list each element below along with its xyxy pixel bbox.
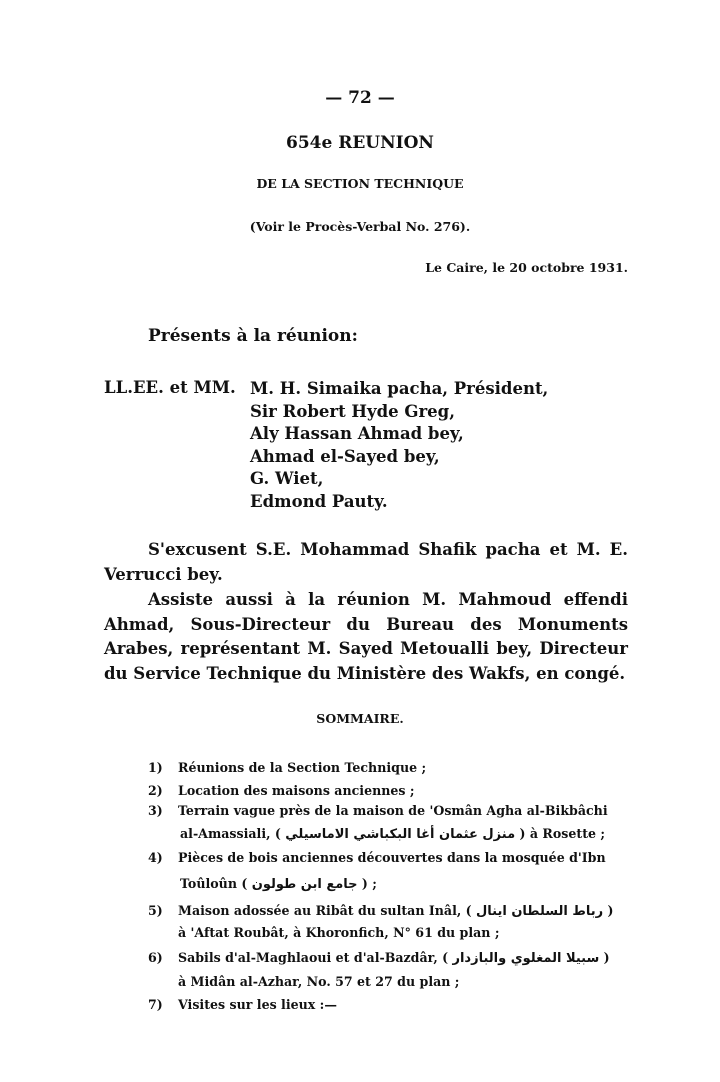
meeting-title: 654e REUNION bbox=[286, 133, 434, 153]
present-heading: Présents à la réunion: bbox=[148, 326, 358, 346]
item-number: 7) bbox=[148, 997, 163, 1012]
item-text: Réunions de la Section Technique ; bbox=[178, 760, 427, 775]
item-number: 2) bbox=[148, 783, 163, 798]
item-number: 5) bbox=[148, 903, 163, 918]
sommaire-heading: SOMMAIRE. bbox=[316, 711, 404, 726]
item-number: 6) bbox=[148, 950, 163, 965]
meeting-subtitle: DE LA SECTION TECHNIQUE bbox=[256, 176, 464, 191]
page-number: — 72 — bbox=[325, 88, 395, 108]
item-text: Pièces de bois anciennes découvertes dans la mosquée d'Ibn bbox=[178, 850, 606, 865]
item-text: Visites sur les lieux :— bbox=[178, 997, 337, 1012]
members-list bbox=[250, 378, 548, 513]
members-label: LL.EE. et MM. bbox=[104, 378, 236, 397]
item-text: Terrain vague près de la maison de 'Osmân Agha al-Bikbâchi bbox=[178, 803, 608, 818]
member-item: Sir Robert Hyde Greg, bbox=[250, 401, 455, 421]
item-text: Location des maisons anciennes ; bbox=[178, 783, 415, 798]
item-text: Toûloûn ( جامع ابن طولون ) ; bbox=[180, 876, 377, 892]
assist-paragraph: Assiste aussi à la réunion M. Mahmoud effendi Ahmad, Sous-Directeur du Bureau des Monuments Arabes, représentant M. Sayed Metoualli bey, Directeur du Service Technique du Ministère des Wakfs, en congé. bbox=[104, 590, 628, 684]
member-item: Edmond Pauty. bbox=[250, 491, 388, 511]
item-text: à Midân al-Azhar, No. 57 et 27 du plan ; bbox=[178, 974, 460, 989]
item-text: Sabils d'al-Maghlaoui et d'al-Bazdâr, ( سبيلا المغلوي والبازدار ) bbox=[178, 950, 610, 966]
item-number: 3) bbox=[148, 803, 163, 818]
arabic-text: سبيلا المغلوي والبازدار bbox=[452, 951, 600, 966]
item-text: à 'Aftat Roubât, à Khoronfich, N° 61 du plan ; bbox=[178, 925, 500, 940]
item-number: 1) bbox=[148, 760, 163, 775]
arabic-text: رباط السلطان اينال bbox=[476, 904, 604, 919]
arabic-text: جامع ابن طولون bbox=[251, 877, 358, 892]
member-item: M. H. Simaika pacha, Président, bbox=[250, 379, 549, 398]
item-number: 4) bbox=[148, 850, 163, 865]
excuse-paragraph: S'excusent S.E. Mohammad Shafik pacha et M. E. Verrucci bey. bbox=[104, 540, 628, 584]
arabic-text: منزل عثمان أغا البكباشي الاماسيلي bbox=[285, 827, 516, 842]
item-text: al-Amassiali, ( منزل عثمان أغا البكباشي الاماسيلي ) à Rosette ; bbox=[180, 826, 606, 842]
member-item: G. Wiet, bbox=[250, 469, 324, 488]
item-text: Maison adossée au Ribât du sultan Inâl, ( رباط السلطان اينال ) bbox=[178, 903, 614, 919]
member-item: Aly Hassan Ahmad bey, bbox=[250, 424, 464, 443]
minutes-reference: (Voir le Procès-Verbal No. 276). bbox=[249, 219, 471, 234]
date-line: Le Caire, le 20 octobre 1931. bbox=[425, 260, 628, 275]
member-item: Ahmad el-Sayed bey, bbox=[250, 446, 440, 466]
